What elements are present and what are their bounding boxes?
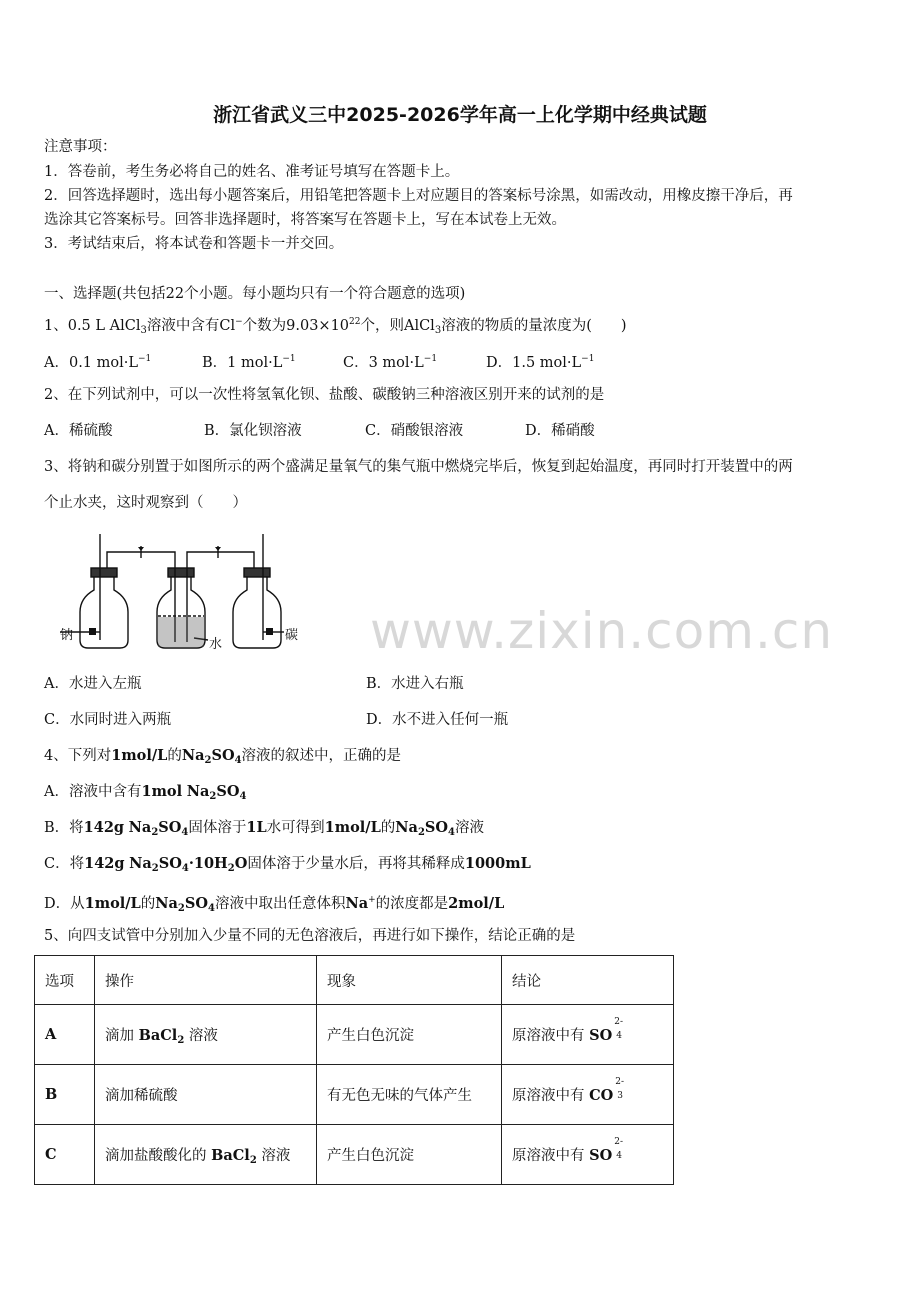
row-option: C (35, 1125, 95, 1185)
note-2b: 选涂其它答案标号。回答非选择题时，将答案写在答题卡上，写在本试卷上无效。 (44, 212, 566, 228)
q3-option-b[interactable]: B．水进入右瓶 (366, 676, 464, 692)
row-phenomenon: 有无色无味的气体产生 (317, 1065, 502, 1125)
question-2: 2、在下列试剂中，可以一次性将氢氧化钡、盐酸、碳酸钠三种溶液区别开来的试剂的是 (44, 387, 605, 403)
q3-option-d[interactable]: D．水不进入任何一瓶 (366, 712, 509, 728)
q3-option-a[interactable]: A．水进入左瓶 (44, 676, 142, 692)
header-option: 选项 (35, 956, 95, 1005)
row-conclusion: 原溶液中有 SO 2- 4 (502, 1125, 674, 1185)
q1-option-a[interactable]: A．0.1 $mol\cdot L^{-1}$ (44, 354, 152, 371)
q2-option-d[interactable]: D．稀硝酸 (525, 423, 595, 439)
answer-table (34, 955, 674, 1185)
label-carbon: 碳 (285, 628, 299, 643)
q1-option-d[interactable]: D．1.5 $mol\cdot L^{-1}$ (486, 354, 595, 371)
q3-option-c[interactable]: C．水同时进入两瓶 (44, 712, 172, 728)
note-2a: 2．回答选择题时，选出每小题答案后，用铅笔把答题卡上对应题目的答案标号涂黑，如需改动，用橡皮擦干净后，再 (44, 188, 793, 204)
q2-option-b[interactable]: B．氯化钡溶液 (204, 423, 302, 439)
row-phenomenon: 产生白色沉淀 (317, 1005, 502, 1065)
q1-option-c[interactable]: C．3 $mol\cdot L^{-1}$ (343, 354, 438, 371)
table-row[interactable] (35, 1065, 674, 1125)
label-water: 水 (209, 637, 223, 652)
row-operation: 滴加 BaCl$_2$ 溶液 (95, 1005, 317, 1065)
row-conclusion: 原溶液中有 CO 2- 3 (502, 1065, 674, 1125)
question-1: 1、0.5 L AlCl$_3$溶液中含有Cl−个数为$9.03\times 10^{22}$个，则AlCl$_3$溶液的物质的量浓度为( ) (44, 317, 627, 336)
header-phenomenon: 现象 (317, 956, 502, 1005)
page-title: 浙江省武义三中2025-2026学年高一上化学期中经典试题 (213, 104, 707, 126)
q2-option-c[interactable]: C．硝酸银溶液 (365, 423, 464, 439)
row-option: A (35, 1005, 95, 1065)
table-header-row (35, 956, 674, 1005)
note-3: 3．考试结束后，将本试卷和答题卡一并交回。 (44, 236, 344, 252)
header-operation: 操作 (95, 956, 317, 1005)
table-row[interactable] (35, 1125, 674, 1185)
q4-option-b[interactable]: B．将142g $Na_2SO_4$固体溶于1L水可得到1mol/L的$Na_2SO_4$溶液 (44, 819, 484, 838)
question-3-line1: 3、将钠和碳分别置于如图所示的两个盛满足量氧气的集气瓶中燃烧完毕后，恢复到起始温度，再同时打开装置中的两 (44, 459, 793, 475)
row-phenomenon: 产生白色沉淀 (317, 1125, 502, 1185)
apparatus-diagram (58, 528, 308, 658)
header-conclusion: 结论 (502, 956, 674, 1005)
question-4: 4、下列对1mol/L的$Na_2SO_4$溶液的叙述中，正确的是 (44, 747, 402, 766)
label-sodium: 钠 (60, 628, 74, 643)
note-1: 1．答卷前，考生务必将自己的姓名、准考证号填写在答题卡上。 (44, 164, 460, 180)
row-operation: 滴加盐酸酸化的 BaCl$_2$ 溶液 (95, 1125, 317, 1185)
row-conclusion: 原溶液中有 SO 2- 4 (502, 1005, 674, 1065)
question-3-line2: 个止水夹，这时观察到（ ） (44, 495, 247, 511)
q4-option-c[interactable]: C．将142g $Na_2SO_4\cdot 10H_2O$固体溶于少量水后，再将其稀释成1000mL (44, 855, 531, 874)
watermark: www.zixin.com.cn (370, 602, 834, 660)
row-operation: 滴加稀硫酸 (95, 1065, 317, 1125)
q2-option-a[interactable]: A．稀硫酸 (44, 423, 113, 439)
q4-option-d[interactable]: D．从1mol/L的$Na_2SO_4$溶液中取出任意体积Na+的浓度都是2mol/L (44, 895, 505, 914)
table-row[interactable] (35, 1005, 674, 1065)
question-5: 5、向四支试管中分别加入少量不同的无色溶液后，再进行如下操作，结论正确的是 (44, 928, 576, 944)
section-heading: 一、选择题(共包括22个小题。每小题均只有一个符合题意的选项) (44, 286, 466, 302)
notes-heading: 注意事项： (44, 139, 117, 155)
row-option: B (35, 1065, 95, 1125)
q4-option-a[interactable]: A．溶液中含有1mol $Na_2SO_4$ (44, 783, 247, 802)
q1-option-b[interactable]: B．1 $mol\cdot L^{-1}$ (202, 354, 296, 371)
